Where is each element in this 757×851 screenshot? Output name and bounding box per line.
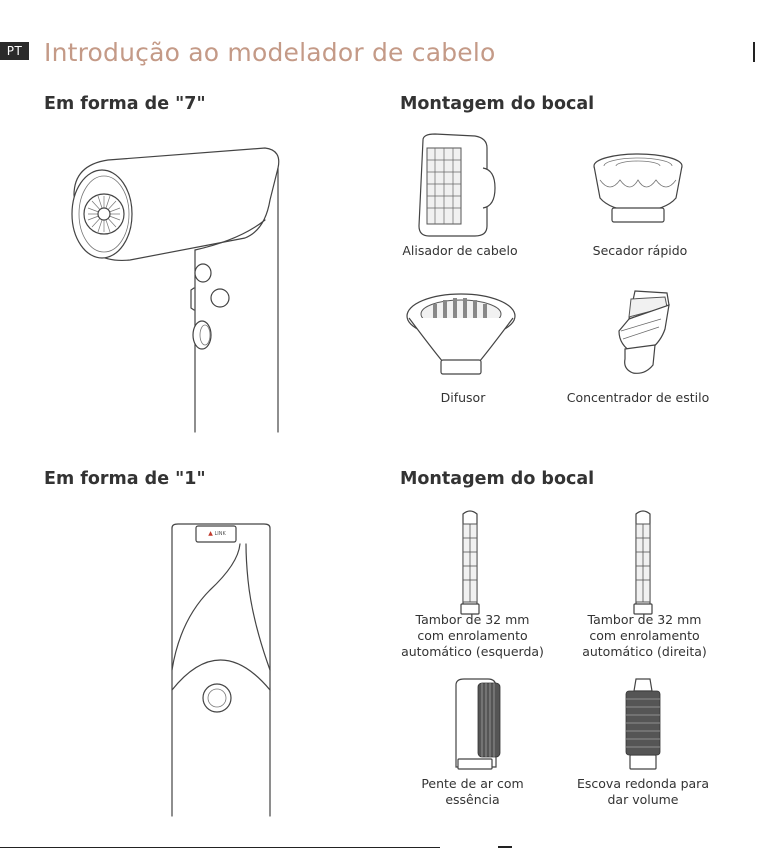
diffuser-nozzle-illustration (403, 290, 523, 380)
accessory-label: Tambor de 32 mm com enrolamento automático (esquerda) (401, 612, 544, 659)
styler-1-shape-illustration (160, 520, 280, 820)
section-title-nozzle-bottom: Montagem do bocal (400, 469, 595, 489)
barrel-right-illustration (628, 508, 658, 618)
accessory-label: Escova redonda para dar volume (577, 776, 709, 807)
page-title: Introdução ao modelador de cabelo (44, 38, 496, 67)
air-comb-illustration (448, 675, 508, 775)
section-title-nozzle-top: Montagem do bocal (400, 94, 595, 114)
concentrator-nozzle-illustration (605, 285, 675, 380)
edge-marker (753, 42, 755, 62)
accessory-label: Tambor de 32 mm com enrolamento automático (direita) (582, 612, 707, 659)
accessory-label: Secador rápido (592, 243, 688, 258)
fast-dryer-nozzle-illustration (590, 150, 690, 230)
accessory-label: Difusor (440, 390, 486, 405)
section-title-shape-7: Em forma de "7" (44, 94, 206, 114)
footer-rule (0, 847, 440, 848)
footer-mark (498, 846, 512, 848)
styler-7-shape-illustration (60, 140, 300, 440)
section-title-shape-1: Em forma de "1" (44, 469, 206, 489)
brand-logo-icon: ▲ (208, 530, 213, 537)
accessory-label: Pente de ar com essência (421, 776, 524, 807)
brand-logo-text: LINK (214, 531, 226, 537)
straightener-nozzle-illustration (415, 132, 505, 244)
accessory-label: Concentrador de estilo (566, 390, 710, 405)
accessory-label: Alisador de cabelo (402, 243, 518, 258)
round-brush-illustration (618, 675, 668, 775)
language-badge: PT (0, 42, 29, 60)
barrel-left-illustration (455, 508, 485, 618)
